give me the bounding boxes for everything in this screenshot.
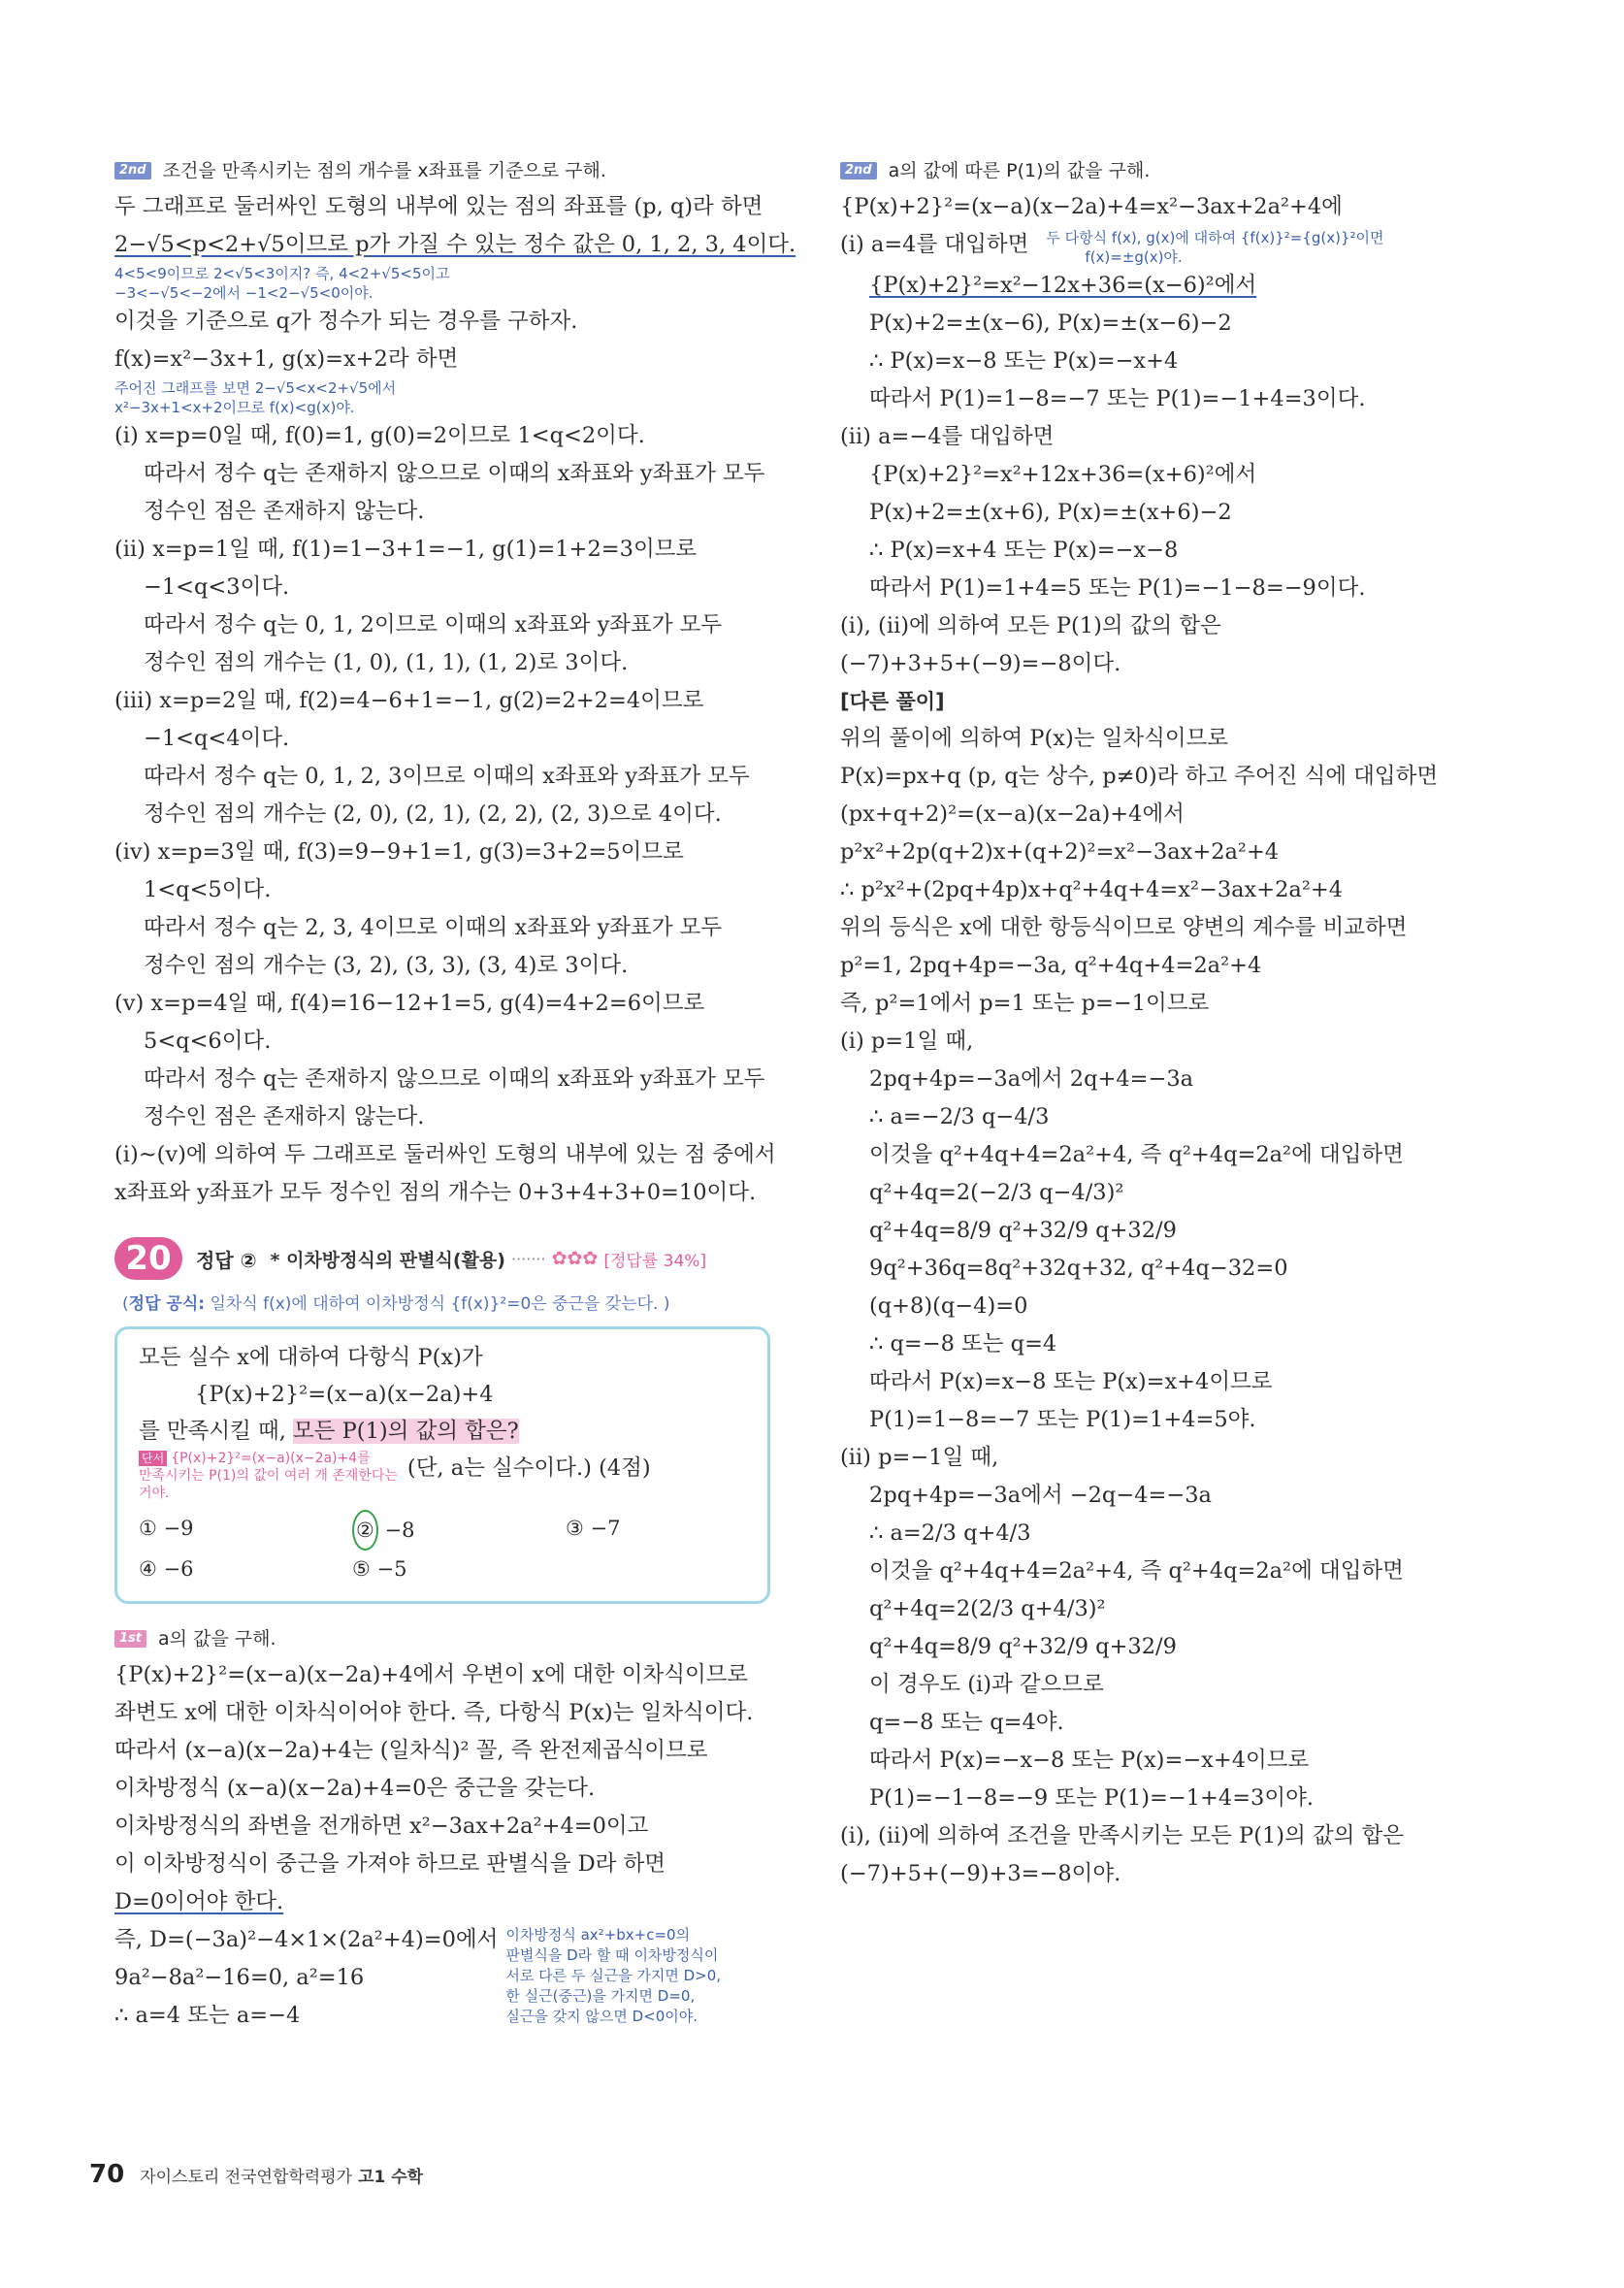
text-line: 이 이차방정식이 중근을 가져야 하므로 판별식을 D라 하면 [114, 1851, 666, 1877]
step-title: 조건을 만족시키는 점의 개수를 x좌표를 기준으로 구해. [162, 160, 606, 181]
text-line: q²+4q=2(−2/3 q−4/3)² [869, 1180, 1124, 1205]
text-line: q=−8 또는 q=4야. [869, 1710, 1064, 1735]
hint-line: 만족시키는 P(1)의 값이 여러 개 존재한다는 [139, 1468, 398, 1484]
text-line: 이것을 기준으로 q가 정수가 되는 경우를 구하자. [114, 309, 578, 334]
side-note: −3<−√5<−2에서 −1<2−√5<0이야. [114, 284, 374, 302]
text-line: (px+q+2)²=(x−a)(x−2a)+4에서 [840, 801, 1185, 827]
topic-label: * 이차방정식의 판별식(활용) [270, 1249, 505, 1271]
answer-circle-icon: ② [352, 1510, 378, 1551]
text-line: (ⅰ), (ⅱ)에 의하여 모든 P(1)의 값의 합은 [840, 613, 1221, 638]
case-line: (ⅴ) x=p=4일 때, f(4)=16−12+1=5, g(4)=4+2=6이므로 [114, 991, 705, 1016]
text-line: {P(x)+2}²=x²+12x+36=(x+6)²에서 [869, 462, 1257, 487]
step1-heading [114, 1621, 774, 1656]
choice-1[interactable]: ① −9 [139, 1517, 194, 1540]
conclusion-line: x좌표와 y좌표가 모두 정수인 점의 개수는 0+3+4+3+0=10이다. [114, 1180, 757, 1205]
text-line: ∴ q=−8 또는 q=4 [869, 1331, 1057, 1356]
step2-heading [114, 153, 774, 188]
answer-label: 정답 ② [196, 1248, 257, 1272]
text-line: P(1)=1−8=−7 또는 P(1)=1+4=5야. [869, 1407, 1256, 1432]
problem-line: 모든 실수 x에 대하여 다항식 P(x)가 [139, 1345, 483, 1370]
text-line: ∴ a=2/3 q+4/3 [869, 1520, 1031, 1546]
hint-text: {P(x)+2}²=(x−a)(x−2a)+4를 [171, 1451, 371, 1466]
side-note: 주어진 그래프를 보면 2−√5<x<2+√5에서 [114, 379, 397, 397]
problem-text: 를 만족시킬 때, [139, 1419, 294, 1444]
text-line: 9q²+36q=8q²+32q+32, q²+4q−32=0 [869, 1256, 1288, 1281]
hint-line: 거야. [139, 1486, 170, 1501]
case-line: 따라서 정수 q는 존재하지 않으므로 이때의 x좌표와 y좌표가 모두 [144, 461, 765, 486]
problem-condition: (단, a는 실수이다.) (4점) [406, 1455, 651, 1481]
case-line: 정수인 점의 개수는 (1, 0), (1, 1), (1, 2)로 3이다. [144, 650, 629, 675]
choice-2-value: −8 [377, 1519, 415, 1542]
case-row [840, 226, 1510, 267]
case-line: (ⅳ) x=p=3일 때, f(3)=9−9+1=1, g(3)=3+2=5이므로 [114, 839, 684, 865]
problem-line [139, 1413, 748, 1450]
text-line: 이것을 q²+4q+4=2a²+4, 즉 q²+4q=2a²에 대입하면 [869, 1142, 1404, 1167]
side-note: x²−3x+1<x+2이므로 f(x)<g(x)야. [114, 399, 355, 416]
highlight-text: 모든 P(1)의 값의 합은? [293, 1419, 519, 1444]
note-line: 판별식을 D라 할 때 이차방정식이 [505, 1946, 719, 1964]
difficulty-stars-icon: ✿✿✿ [551, 1248, 599, 1269]
choice-4[interactable]: ④ −6 [139, 1557, 194, 1581]
note-line: 두 다항식 f(x), g(x)에 대하여 {f(x)}²={g(x)}²이면 [1046, 229, 1384, 246]
step-badge: 2nd [840, 162, 877, 180]
text-line: 이차방정식의 좌변을 전개하면 x²−3ax+2a²+4=0이고 [114, 1814, 649, 1839]
case-line: (ⅲ) x=p=2일 때, f(2)=4−6+1=−1, g(2)=2+2=4이므로 [114, 688, 704, 713]
book-grade: 고1 수학 [358, 2168, 424, 2187]
text-line: 이 경우도 (ⅰ)과 같으므로 [869, 1672, 1104, 1697]
step-badge: 1st [114, 1630, 146, 1648]
case-line: 따라서 정수 q는 0, 1, 2이므로 이때의 x좌표와 y좌표가 모두 [144, 612, 723, 637]
text-line: P(x)=px+q (p, q는 상수, p≠0)라 하고 주어진 식에 대입하면 [840, 764, 1439, 789]
text-line: 따라서 P(x)=−x−8 또는 P(x)=−x+4이므로 [869, 1748, 1310, 1773]
text-line: {P(x)+2}²=x²−12x+36=(x−6)²에서 [869, 273, 1257, 298]
text-line: 이것을 q²+4q+4=2a²+4, 즉 q²+4q=2a²에 대입하면 [869, 1558, 1404, 1584]
square-note [1046, 228, 1383, 267]
case-line: 5<q<6이다. [144, 1029, 272, 1054]
text-line: 2pq+4p=−3a에서 2q+4=−3a [869, 1066, 1194, 1092]
leader-dots: ······· [510, 1249, 546, 1268]
text-line: 9a²−8a²−16=0, a²=16 [114, 1965, 365, 1990]
text-line: ∴ a=4 또는 a=−4 [114, 2003, 301, 2028]
case-line: 따라서 정수 q는 존재하지 않으므로 이때의 x좌표와 y좌표가 모두 [144, 1066, 765, 1092]
text-line: q²+4q=8/9 q²+32/9 q+32/9 [869, 1634, 1177, 1659]
disc-row [114, 1921, 774, 2035]
text-line: 좌변도 x에 대한 이차식이어야 한다. 즉, 다항식 P(x)는 일차식이다. [114, 1700, 754, 1725]
choices [139, 1510, 748, 1587]
text-line: ∴ P(x)=x−8 또는 P(x)=−x+4 [869, 348, 1179, 374]
choice-5[interactable]: ⑤ −5 [352, 1557, 407, 1581]
note-line: 한 실근(중근)을 가지면 D=0, [505, 1987, 696, 2005]
left-column [114, 153, 796, 2035]
case-line: 따라서 정수 q는 0, 1, 2, 3이므로 이때의 x좌표와 y좌표가 모두 [144, 764, 750, 789]
note-line: 실근을 갖지 않으면 D<0이야. [505, 2008, 698, 2025]
problem-box [114, 1326, 770, 1604]
problem-20-header [114, 1237, 774, 1280]
text-line: D=0이어야 한다. [114, 1889, 284, 1914]
text-line: 즉, p²=1에서 p=1 또는 p=−1이므로 [840, 991, 1210, 1016]
text-line: 따라서 (x−a)(x−2a)+4는 (일차식)² 꼴, 즉 완전제곱식이므로 [114, 1738, 708, 1763]
text-line: P(x)+2=±(x−6), P(x)=±(x−6)−2 [869, 311, 1232, 336]
text-line: 위의 등식은 x에 대한 항등식이므로 양변의 계수를 비교하면 [840, 915, 1408, 940]
text-line: 따라서 P(1)=1−8=−7 또는 P(1)=−1+4=3이다. [869, 386, 1366, 411]
case-line: −1<q<3이다. [144, 574, 290, 600]
right-column [840, 153, 1510, 1893]
text-line: ∴ p²x²+(2pq+4p)x+q²+4q+4=x²−3ax+2a²+4 [840, 877, 1344, 902]
case-line: −1<q<4이다. [144, 726, 290, 751]
step-title: a의 값을 구해. [158, 1628, 276, 1650]
text-line: ∴ a=−2/3 q−4/3 [869, 1104, 1050, 1129]
text-line: {P(x)+2}²=(x−a)(x−2a)+4에서 우변이 x에 대한 이차식이므로 [114, 1662, 749, 1687]
side-note: 4<5<9이므로 2<√5<3이지? 즉, 4<2+√5<5이고 [114, 265, 450, 282]
text-line: 2−√5<p<2+√5이므로 p가 가질 수 있는 정수 값은 0, 1, 2, 3, 4이다. [114, 232, 796, 257]
discriminant-note [505, 1925, 721, 2027]
case-line: (ⅰ) p=1일 때, [840, 1029, 974, 1054]
note-line: f(x)=±g(x)야. [1085, 248, 1183, 266]
text-line: 이차방정식 (x−a)(x−2a)+4=0은 중근을 갖는다. [114, 1776, 596, 1801]
text-line: ∴ P(x)=x+4 또는 P(x)=−x−8 [869, 538, 1179, 563]
key-text: 일차식 f(x)에 대하여 이차방정식 {f(x)}²=0은 중근을 갖는다. [210, 1294, 659, 1314]
case-line: (ⅱ) a=−4를 대입하면 [840, 424, 1055, 449]
hint-tag: 단서 [139, 1451, 167, 1466]
text-line: {P(x)+2}²=(x−a)(x−2a)+4=x²−3ax+2a²+4에 [840, 194, 1343, 219]
case-line: 정수인 점은 존재하지 않는다. [144, 1104, 425, 1129]
case-line: (ⅰ) a=4를 대입하면 [840, 232, 1029, 257]
text-line: q²+4q=8/9 q²+32/9 q+32/9 [869, 1218, 1177, 1243]
text-line: 위의 풀이에 의하여 P(x)는 일차식이므로 [840, 726, 1229, 751]
case-line: (ⅱ) p=−1일 때, [840, 1445, 999, 1470]
page-footer [89, 2160, 423, 2189]
text-line: (q+8)(q−4)=0 [869, 1293, 1028, 1319]
problem-line: {P(x)+2}²=(x−a)(x−2a)+4 [195, 1382, 494, 1407]
key-formula: (정답 공식: 일차식 f(x)에 대하여 이차방정식 {f(x)}²=0은 중근을 갖는다. ) [122, 1294, 670, 1314]
text-line: p²x²+2p(q+2)x+(q+2)²=x²−3ax+2a²+4 [840, 839, 1280, 865]
note-line: 이차방정식 ax²+bx+c=0의 [505, 1926, 691, 1944]
text-line: (ⅰ), (ⅱ)에 의하여 조건을 만족시키는 모든 P(1)의 값의 합은 [840, 1823, 1405, 1848]
step-badge: 2nd [114, 162, 151, 180]
hint-note [139, 1450, 398, 1502]
choice-3[interactable]: ③ −7 [566, 1517, 621, 1540]
text-line: 즉, D=(−3a)²−4×1×(2a²+4)=0에서 [114, 1927, 499, 1952]
text-line: p²=1, 2pq+4p=−3a, q²+4q+4=2a²+4 [840, 953, 1262, 978]
disc-lines [114, 1921, 498, 2035]
case-line: 정수인 점의 개수는 (2, 0), (2, 1), (2, 2), (2, 3)으로 4이다. [144, 801, 722, 827]
case-line: 정수인 점의 개수는 (3, 2), (3, 3), (3, 4)로 3이다. [144, 953, 629, 978]
text-line: 따라서 P(x)=x−8 또는 P(x)=x+4이므로 [869, 1369, 1273, 1394]
case-line: (ⅱ) x=p=1일 때, f(1)=1−3+1=−1, g(1)=1+2=3이므로 [114, 537, 698, 562]
text-line: P(1)=−1−8=−9 또는 P(1)=−1+4=3이야. [869, 1785, 1314, 1811]
problem-number: 20 [114, 1237, 182, 1280]
text-line: 두 그래프로 둘러싸인 도형의 내부에 있는 점의 좌표를 (p, q)라 하면 [114, 194, 763, 219]
case-line: (ⅰ) x=p=0일 때, f(0)=1, g(0)=2이므로 1<q<2이다. [114, 423, 645, 448]
key-label: 정답 공식: [128, 1294, 206, 1314]
case-line: 1<q<5이다. [144, 877, 272, 902]
text-line: P(x)+2=±(x+6), P(x)=±(x+6)−2 [869, 500, 1232, 525]
correct-rate: [정답률 34%] [603, 1251, 707, 1271]
step-title: a의 값에 따른 P(1)의 값을 구해. [888, 160, 1151, 181]
text-line: (−7)+5+(−9)+3=−8이야. [840, 1861, 1121, 1886]
hint-row [139, 1450, 748, 1502]
text-line: f(x)=x²−3x+1, g(x)=x+2라 하면 [114, 346, 459, 372]
text-line: (−7)+3+5+(−9)=−8이다. [840, 651, 1121, 676]
case-line: 정수인 점은 존재하지 않는다. [144, 499, 425, 524]
step2-heading [840, 153, 1510, 188]
text-line: 2pq+4p=−3a에서 −2q−4=−3a [869, 1483, 1212, 1508]
book-title: 자이스토리 전국연합학력평가 [140, 2168, 353, 2187]
conclusion-line: (ⅰ)~(ⅴ)에 의하여 두 그래프로 둘러싸인 도형의 내부에 있는 점 중에서 [114, 1142, 776, 1167]
text-line: q²+4q=2(2/3 q+4/3)² [869, 1596, 1106, 1621]
choice-2[interactable] [352, 1510, 566, 1551]
case-line: 따라서 정수 q는 2, 3, 4이므로 이때의 x좌표와 y좌표가 모두 [144, 915, 723, 940]
hint-line [139, 1450, 398, 1467]
text-line: 따라서 P(1)=1+4=5 또는 P(1)=−1−8=−9이다. [869, 575, 1366, 601]
page-number: 70 [89, 2160, 125, 2189]
alt-solution-heading: [다른 풀이] [840, 690, 945, 713]
note-line: 서로 다른 두 실근을 가지면 D>0, [505, 1967, 722, 1984]
